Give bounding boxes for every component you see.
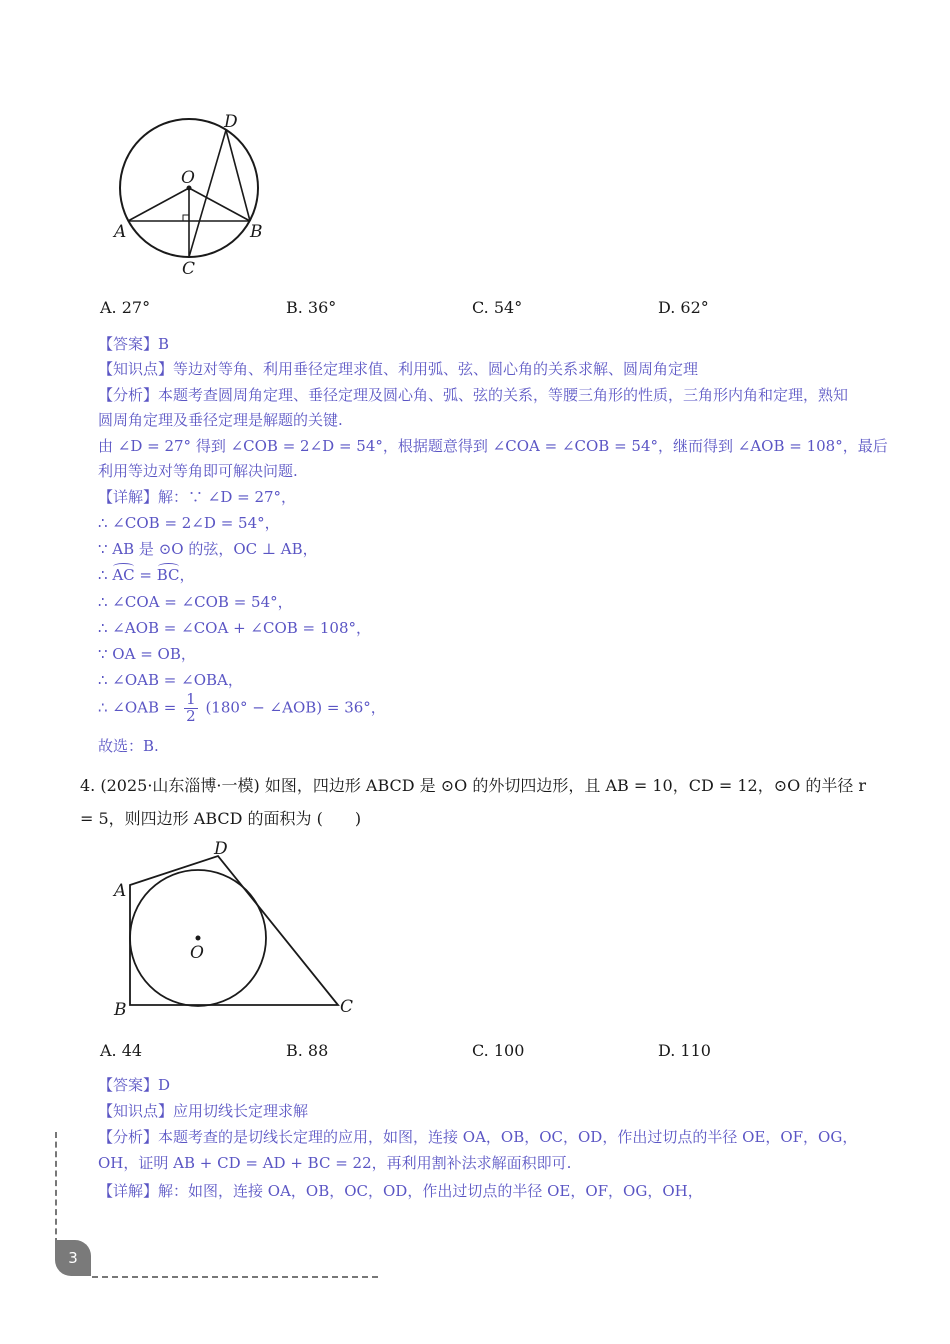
fraction-denominator: 2 xyxy=(186,706,196,725)
q4-analysis-line-1: 【分析】本题考查的是切线长定理的应用，如图，连接 OA，OB，OC，OD，作出过切点的半径 OE，OF，OG， xyxy=(98,1128,858,1146)
q4-detail-line-1: 【详解】解：如图，连接 OA，OB，OC，OD，作出过切点的半径 OE，OF，OG，OH， xyxy=(98,1182,703,1200)
q3-detail-line-2: ∴ ∠COB = 2∠D = 54°， xyxy=(98,514,280,532)
q3-detail-line-1: 【详解】解：∵ ∠D = 27°， xyxy=(98,488,297,506)
q3-detail-line-8: ∴ ∠OAB = ∠OBA， xyxy=(98,671,243,689)
fig2-label-o: O xyxy=(190,943,204,963)
fig2-label-a: A xyxy=(114,881,127,901)
label-a: A xyxy=(114,222,127,242)
q4-option-c: C. 100 xyxy=(472,1041,525,1060)
q4-knowledge-points: 【知识点】应用切线长定理求解 xyxy=(98,1102,309,1120)
q3-detail-line-9-fraction xyxy=(98,692,386,725)
q3-analysis-line-4: 利用等边对等角即可解决问题. xyxy=(98,462,298,480)
figure-circle-odabc xyxy=(100,100,290,290)
arc-prefix: ∴ xyxy=(98,566,113,584)
q3-knowledge-points: 【知识点】等边对等角、利用垂径定理求值、利用弧、弦、圆心角的关系求解、圆周角定理 xyxy=(98,360,699,378)
label-d: D xyxy=(224,112,238,132)
q3-option-d: D. 62° xyxy=(658,298,709,317)
q3-final-choice: 故选：B. xyxy=(98,737,159,755)
q3-detail-line-3: ∵ AB 是 ⊙O 的弦，OC ⊥ AB， xyxy=(98,540,318,558)
frac-prefix: ∴ ∠OAB = xyxy=(98,698,182,717)
fraction-one-half xyxy=(184,692,198,725)
q4-question-line-2: = 5，则四边形 ABCD 的面积为 ( ) xyxy=(80,809,362,828)
arc-ac: AC xyxy=(112,566,135,584)
q3-detail-line-4-arcs xyxy=(98,564,195,585)
q3-detail-line-5: ∴ ∠COA = ∠COB = 54°， xyxy=(98,593,293,611)
q3-option-b: B. 36° xyxy=(286,298,337,317)
frac-suffix: (180° − ∠AOB) = 36°， xyxy=(200,698,386,717)
fig2-label-b: B xyxy=(114,1000,127,1020)
q3-option-a: A. 27° xyxy=(100,298,151,317)
fig2-label-c: C xyxy=(340,997,354,1017)
q4-option-d: D. 110 xyxy=(658,1041,711,1060)
page-border-dashed-horizontal xyxy=(92,1276,378,1278)
label-b: B xyxy=(250,222,263,242)
q4-question-line-1: 4. (2025·山东淄博·一模) 如图，四边形 ABCD 是 ⊙O 的外切四边形，且 AB = 10，CD = 12，⊙O 的半径 r xyxy=(80,776,867,795)
label-o: O xyxy=(181,168,195,188)
q4-option-a: A. 44 xyxy=(100,1041,143,1060)
fraction-numerator: 1 xyxy=(186,690,196,708)
q4-option-b: B. 88 xyxy=(286,1041,329,1060)
arc-bc: BC xyxy=(156,566,180,584)
page-number-badge: 3 xyxy=(55,1240,91,1276)
figure-tangential-quadrilateral xyxy=(100,835,380,1025)
fig2-label-d: D xyxy=(214,839,228,859)
q3-answer: 【答案】B xyxy=(98,335,170,353)
label-c: C xyxy=(182,259,196,279)
arc-equals: = xyxy=(134,566,157,584)
q3-analysis-line-1: 【分析】本题考查圆周角定理、垂径定理及圆心角、弧、弦的关系，等腰三角形的性质，三角形内角和定理，熟知 xyxy=(98,386,849,404)
q4-analysis-line-2: OH，证明 AB + CD = AD + BC = 22，再利用割补法求解面积即可. xyxy=(98,1154,572,1172)
page-border-dashed-vertical xyxy=(55,1132,57,1244)
q3-analysis-line-2: 圆周角定理及垂径定理是解题的关键. xyxy=(98,411,343,429)
q3-option-c: C. 54° xyxy=(472,298,523,317)
arc-suffix: ， xyxy=(179,566,195,584)
q3-analysis-line-3: 由 ∠D = 27° 得到 ∠COB = 2∠D = 54°，根据题意得到 ∠COA = ∠COB = 54°，继而得到 ∠AOB = 108°，最后 xyxy=(98,437,888,455)
q3-detail-line-6: ∴ ∠AOB = ∠COA + ∠COB = 108°， xyxy=(98,619,372,637)
q3-detail-line-7: ∵ OA = OB， xyxy=(98,645,196,663)
q4-answer: 【答案】D xyxy=(98,1076,171,1094)
